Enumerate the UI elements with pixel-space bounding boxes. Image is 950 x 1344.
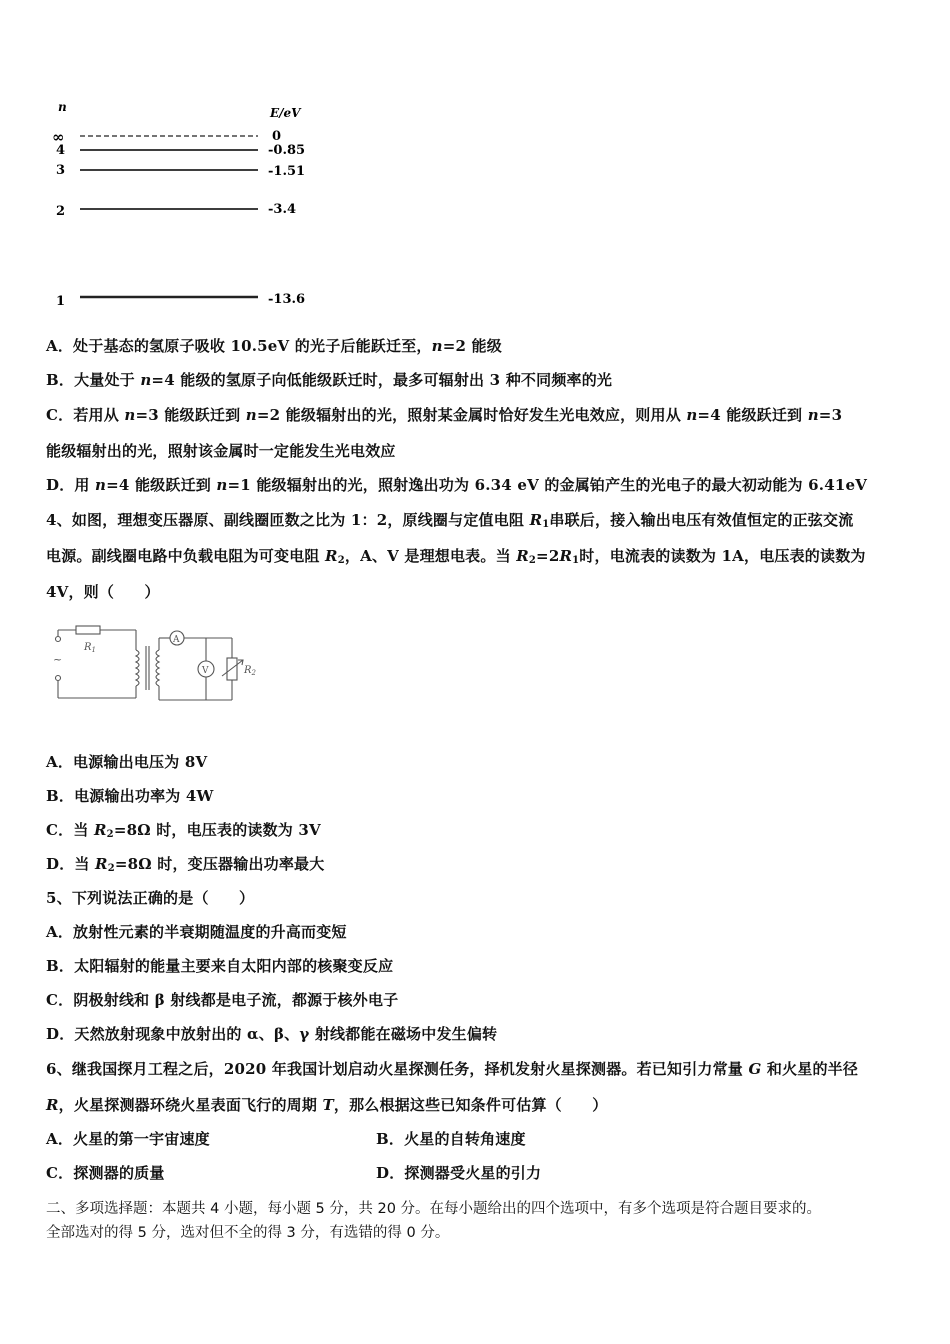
r2-label: $R_2$ xyxy=(244,665,256,677)
level-n-1: 1 xyxy=(56,294,66,309)
level-n-inf: ∞ xyxy=(52,128,65,146)
q3-option-c-cont: 能级辐射出的光，照射该金属时一定能发生光电效应 xyxy=(46,442,396,460)
q3-option-b: B．大量处于 n=4 能级的氢原子向低能级跃迁时，最多可辐射出 3 种不同频率的光 xyxy=(46,371,613,389)
level-e-3: -1.51 xyxy=(268,164,306,179)
q3-option-c: C．若用从 n=3 能级跃迁到 n=2 能级辐射出的光，照射某金属时恰好发生光电效应，则用从 n=4 能级跃迁到 n=3 xyxy=(46,406,843,424)
q6-option-d: D．探测器受火星的引力 xyxy=(376,1164,542,1182)
q6-option-c: C．探测器的质量 xyxy=(46,1164,165,1182)
energy-axis-label: E/eV xyxy=(270,106,301,120)
q5-option-c: C．阴极射线和 β 射线都是电子流，都源于核外电子 xyxy=(46,991,399,1009)
q6-option-b: B．火星的自转角速度 xyxy=(376,1130,526,1148)
q4-stem-line1: 4、如图，理想变压器原、副线圈匝数之比为 1：2，原线圈与定值电阻 $R_1$串联后，接入输出电压有效值恒定的正弦交流 xyxy=(46,511,854,530)
q6-stem-line1: 6、继我国探月工程之后，2020 年我国计划启动火星探测任务，择机发射火星探测器。若已知引力常量 G 和火星的半径 xyxy=(46,1060,859,1078)
transformer-circuit-diagram xyxy=(46,620,276,720)
q6-option-a: A．火星的第一宇宙速度 xyxy=(46,1130,210,1148)
q4-stem-line3: 4V，则（ ） xyxy=(46,583,160,601)
level-n-3: 3 xyxy=(56,163,66,178)
q4-option-a: A．电源输出电压为 8V xyxy=(46,753,208,771)
r1-label: $R_1$ xyxy=(84,642,96,654)
level-e-2: -3.4 xyxy=(268,202,297,217)
q5-option-d: D．天然放射现象中放射出的 α、β、γ 射线都能在磁场中发生偏转 xyxy=(46,1025,498,1043)
q4-stem-line2: 电源。副线圈电路中负载电阻为可变电阻 $R_2$，A、V 是理想电表。当 $R_2=2R_1$时，电流表的读数为 1A，电压表的读数为 xyxy=(46,547,866,566)
q6-stem-line2: R，火星探测器环绕火星表面飞行的周期 T，那么根据这些已知条件可估算（ ） xyxy=(46,1096,608,1114)
q3-option-d: D．用 n=4 能级跃迁到 n=1 能级辐射出的光，照射逸出功为 6.34 eV 的金属铂产生的光电子的最大初动能为 6.41eV xyxy=(46,476,868,494)
energy-level-diagram xyxy=(40,95,340,320)
voltmeter-label: V xyxy=(202,666,209,676)
q4-option-d: D．当 $R_2=8\Omega$ 时，变压器输出功率最大 xyxy=(46,855,325,874)
q4-option-c: C．当 $R_2=8\Omega$ 时，电压表的读数为 3V xyxy=(46,821,321,840)
section2-instructions-line1: 二、多项选择题：本题共 4 小题，每小题 5 分，共 20 分。在每小题给出的四个选项中，有多个选项是符合题目要求的。 xyxy=(46,1201,822,1217)
level-n-4: 4 xyxy=(56,143,66,158)
q3-option-a: A．处于基态的氢原子吸收 10.5eV 的光子后能跃迁至，n=2 能级 xyxy=(46,337,502,355)
source-symbol: ~ xyxy=(53,653,63,666)
level-e-inf: 0 xyxy=(272,129,282,144)
q5-stem: 5、下列说法正确的是（ ） xyxy=(46,889,255,907)
level-e-4: -0.85 xyxy=(268,143,306,158)
q4-option-b: B．电源输出功率为 4W xyxy=(46,787,214,805)
ammeter-label: A xyxy=(173,635,180,645)
section2-instructions-line2: 全部选对的得 5 分，选对但不全的得 3 分，有选错的得 0 分。 xyxy=(46,1225,450,1241)
level-n-2: 2 xyxy=(56,204,66,219)
level-e-1: -13.6 xyxy=(268,292,306,307)
q5-option-b: B．太阳辐射的能量主要来自太阳内部的核聚变反应 xyxy=(46,957,394,975)
n-axis-label: n xyxy=(58,100,67,114)
q5-option-a: A．放射性元素的半衰期随温度的升高而变短 xyxy=(46,923,347,941)
